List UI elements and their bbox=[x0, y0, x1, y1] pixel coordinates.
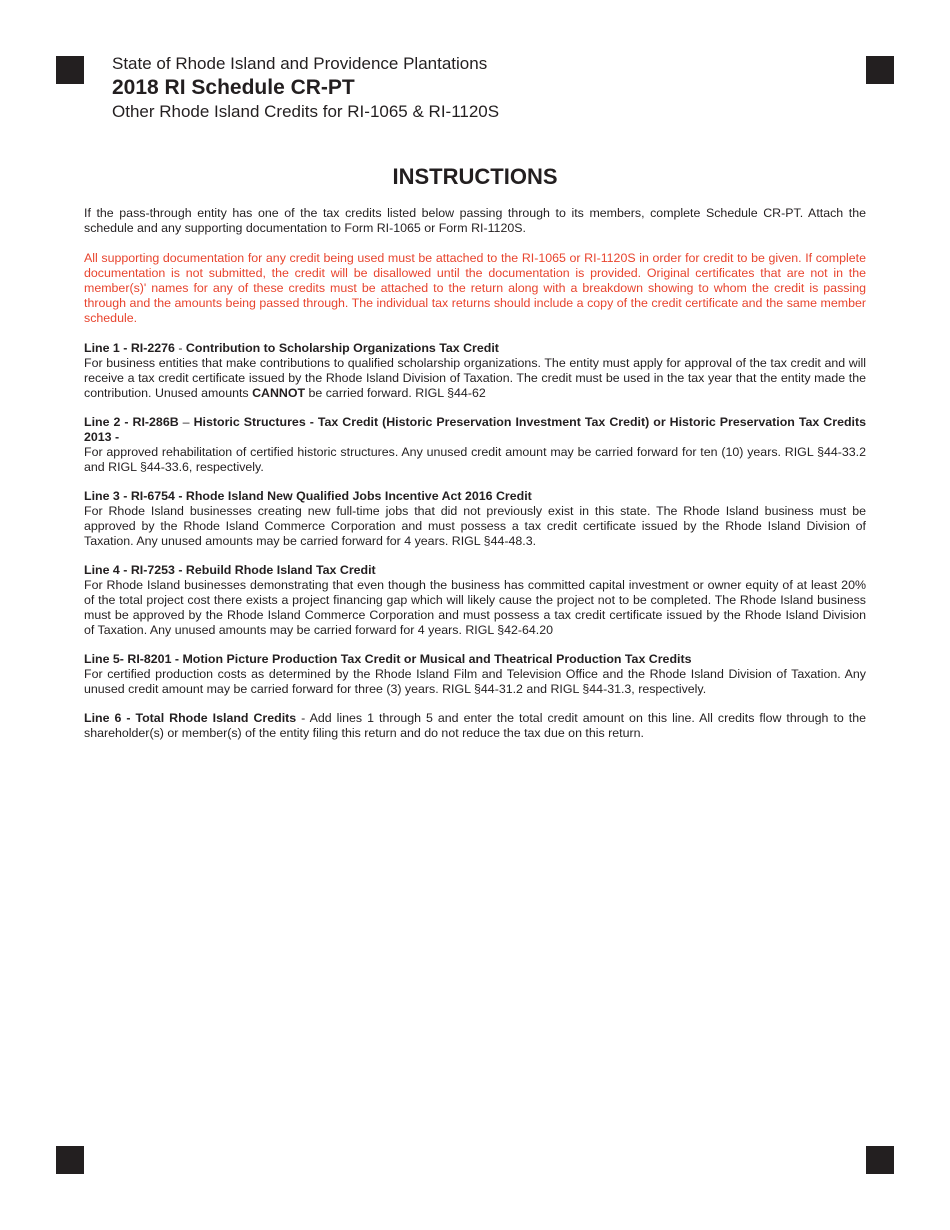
line-2-code: Line 2 - RI-286B bbox=[84, 415, 179, 429]
line-1-text-b: be carried forward. RIGL §44-62 bbox=[305, 386, 486, 400]
form-subtitle: Other Rhode Island Credits for RI-1065 & RI-1120S bbox=[112, 102, 500, 121]
line-5-section bbox=[84, 652, 866, 697]
line-2-heading bbox=[84, 415, 866, 445]
intro-paragraph: If the pass-through entity has one of the tax credits listed below passing through to its members, complete Schedule CR-PT. Attach the schedule and any supporting documentation to Form RI-1065 or Form RI-1120S. bbox=[84, 206, 866, 235]
line-3-text: For Rhode Island businesses creating new full-time jobs that did not previously exist in this state. The Rhode Island business must be approved by the Rhode Island Commerce Corporation and must possess a tax credit certificate issued by the Rhode Island Division of Taxation. Any unused amounts may be carried forward for 4 years. RIGL §44-48.3. bbox=[84, 504, 866, 548]
line-1-code: Line 1 - RI-2276 bbox=[84, 341, 175, 355]
line-2-title: Historic Structures - Tax Credit (Historic Preservation Investment Tax Credit) or Historic Preservation Tax Credits 2013 - bbox=[84, 415, 867, 444]
line-6-text: - Add lines 1 through 5 and enter the total credit amount on this line. All credits flow through to the shareholder(s) or member(s) of the entity filing this return and do not reduce the tax due on this return. bbox=[84, 711, 866, 740]
line-2-separator: – bbox=[178, 415, 194, 429]
line-5-text: For certified production costs as determined by the Rhode Island Film and Television Office and the Rhode Island Division of Taxation. Any unused credit amount may be carried forward for three (3) years. RIGL §44-31.2 and RIGL §44-31.3, respectively. bbox=[84, 667, 866, 696]
line-4-heading: Line 4 - RI-7253 - Rebuild Rhode Island Tax Credit bbox=[84, 563, 376, 577]
registration-mark-bottom-left bbox=[56, 1146, 84, 1174]
line-4-section bbox=[84, 563, 866, 638]
line-6-paragraph bbox=[84, 711, 866, 741]
line-3-section bbox=[84, 489, 866, 549]
line-1-text-a: For business entities that make contributions to qualified scholarship organizations. The entity must apply for approval of the tax credit and will receive a tax credit certificate issued by the Rhode Island Division of Taxation. The credit must be used in the tax year that the entity made the contribution. Unused amounts bbox=[84, 356, 866, 400]
line-6-heading: Line 6 - Total Rhode Island Credits bbox=[84, 711, 297, 725]
line-1-emphasis: CANNOT bbox=[252, 386, 306, 400]
registration-mark-top-left bbox=[56, 56, 84, 84]
line-1-heading bbox=[84, 341, 866, 356]
form-header bbox=[112, 54, 499, 122]
instructions-heading: INSTRUCTIONS bbox=[392, 164, 558, 189]
line-2-text: For approved rehabilitation of certified historic structures. Any unused credit amount may be carried forward for ten (10) years. RIGL §44-33.2 and RIGL §44-33.6, respectively. bbox=[84, 445, 866, 474]
documentation-warning: All supporting documentation for any credit being used must be attached to the RI-1065 or RI-1120S in order for credit to be given. If complete documentation is not submitted, the credit will be disallowed until the documentation is provided. Original certificates that are not in the member(s)' names for any of these credits must be attached to the return along with a breakdown showing to whom the credit is passing through and the amounts being passed through. The individual tax returns should include a copy of the credit certificate and the same member schedule. bbox=[84, 251, 866, 325]
line-1-separator: - bbox=[174, 341, 186, 355]
line-1-title: Contribution to Scholarship Organizations Tax Credit bbox=[185, 341, 499, 355]
line-6-section bbox=[84, 711, 866, 741]
line-5-heading: Line 5- RI-8201 - Motion Picture Production Tax Credit or Musical and Theatrical Production Tax Credits bbox=[84, 652, 692, 666]
registration-mark-bottom-right bbox=[866, 1146, 894, 1174]
instructions-body bbox=[84, 206, 866, 755]
registration-mark-top-right bbox=[866, 56, 894, 84]
state-name: State of Rhode Island and Providence Plantations bbox=[112, 54, 488, 73]
form-title: 2018 RI Schedule CR-PT bbox=[112, 76, 355, 99]
line-2-section bbox=[84, 415, 866, 475]
line-1-text bbox=[84, 356, 866, 401]
line-1-section bbox=[84, 341, 866, 401]
line-4-text: For Rhode Island businesses demonstrating that even though the business has committed capital investment or owner equity of at least 20% of the total project cost there exists a project financing gap which will likely cause the project not to be completed. The Rhode Island business must be approved by the Rhode Island Commerce Corporation and must possess a tax credit certificate issued by the Rhode Island Division of Taxation. Any unused amounts may be carried forward for 4 years. RIGL §42-64.20 bbox=[84, 578, 866, 637]
line-3-heading: Line 3 - RI-6754 - Rhode Island New Qualified Jobs Incentive Act 2016 Credit bbox=[84, 489, 532, 503]
